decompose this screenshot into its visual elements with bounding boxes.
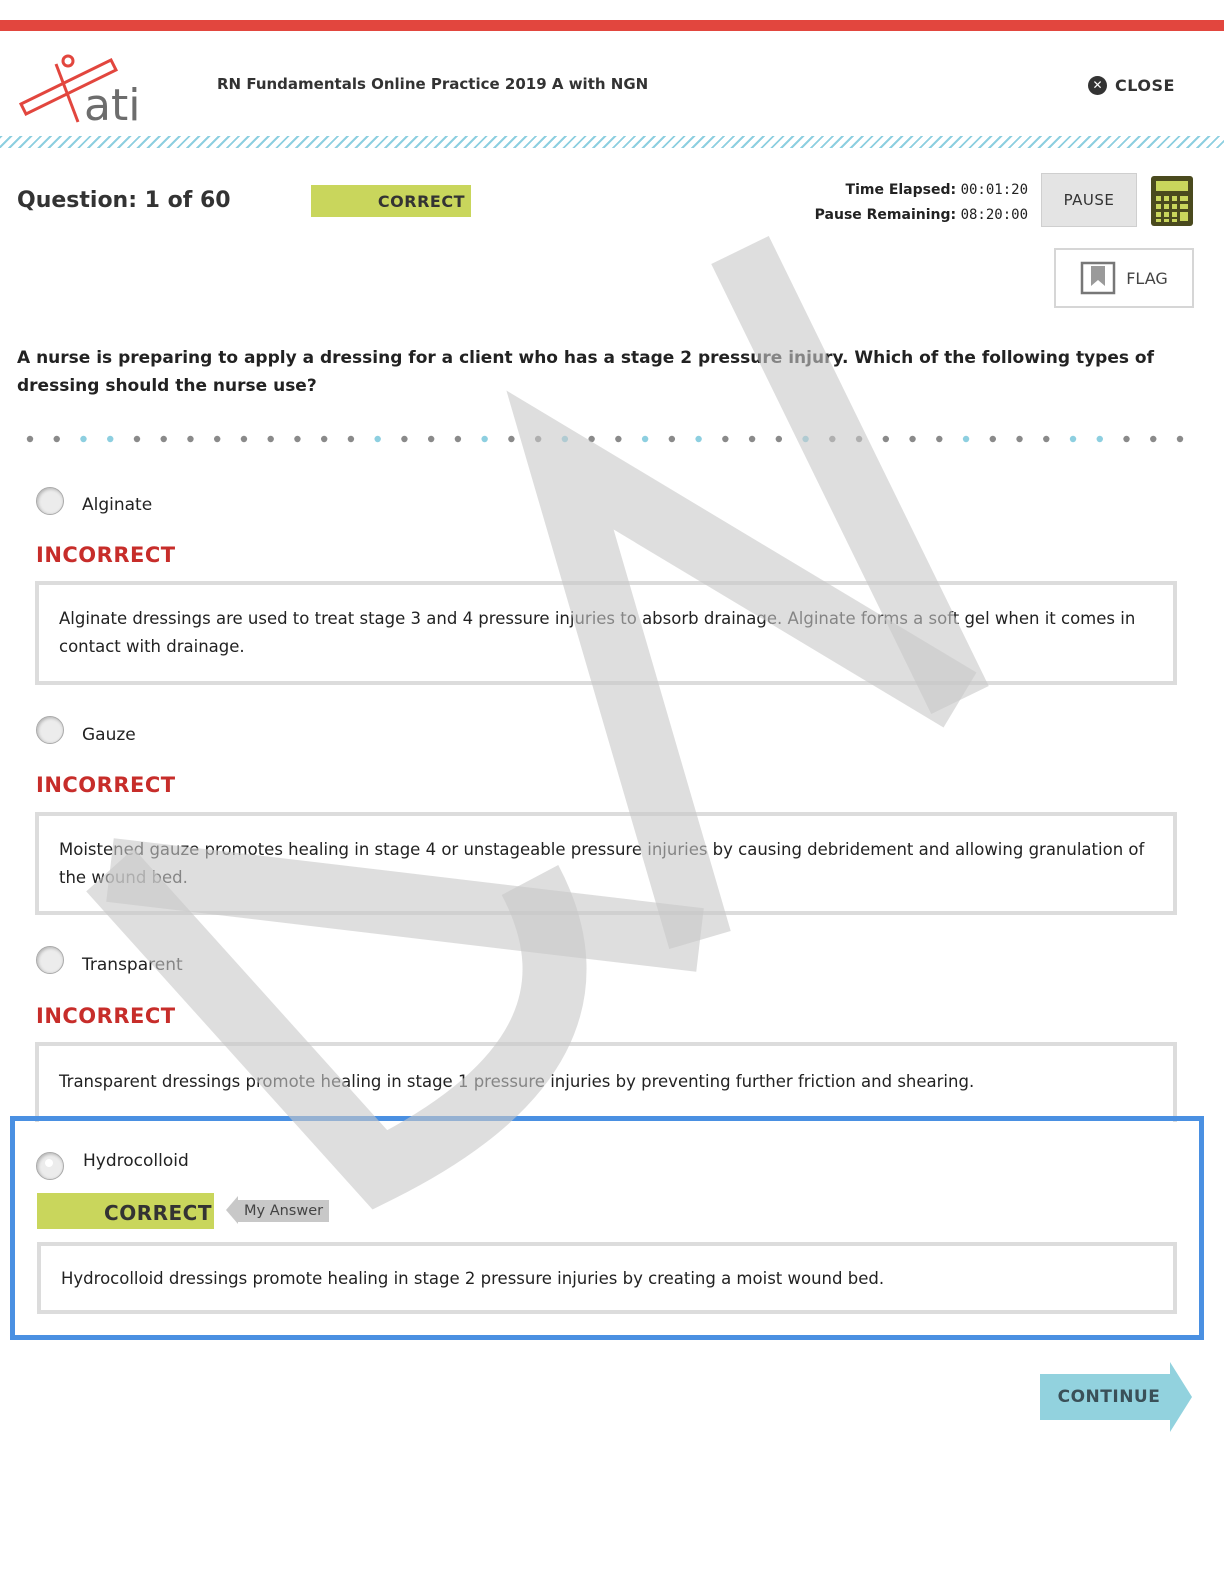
question-counter: Question: 1 of 60	[17, 188, 231, 213]
divider-dot	[1177, 436, 1183, 442]
divider-dot	[776, 436, 782, 442]
divider-dot	[1123, 436, 1129, 442]
option-radio-alginate[interactable]	[36, 487, 64, 515]
option-result-label-hydrocolloid: CORRECT	[104, 1201, 212, 1225]
divider-dot	[267, 436, 273, 442]
divider-dot	[374, 436, 380, 442]
divider-dot	[909, 436, 915, 442]
divider-dot	[1043, 436, 1049, 442]
result-badge-label: CORRECT	[377, 192, 465, 211]
arrow-left-icon	[226, 1196, 238, 1224]
option-result-gauze: INCORRECT	[36, 773, 176, 797]
logo-wordmark: ati	[84, 80, 141, 124]
flag-button[interactable]	[1054, 248, 1194, 308]
option-radio-transparent[interactable]	[36, 946, 64, 974]
divider-dot	[214, 436, 220, 442]
divider-dot	[134, 436, 140, 442]
divider-dot	[588, 436, 594, 442]
result-badge	[311, 185, 471, 217]
divider-dot	[161, 436, 167, 442]
divider-dot	[401, 436, 407, 442]
divider-dot	[1150, 436, 1156, 442]
my-answer-label: My Answer	[238, 1200, 329, 1222]
timer-panel	[780, 178, 1028, 228]
pause-button[interactable]: PAUSE	[1041, 173, 1137, 227]
divider-dot	[428, 436, 434, 442]
divider-dot	[829, 436, 835, 442]
close-label: CLOSE	[1115, 76, 1175, 95]
pause-remaining-value: 08:20:00	[960, 207, 1028, 223]
option-result-transparent: INCORRECT	[36, 1004, 176, 1028]
continue-label: CONTINUE	[1057, 1387, 1161, 1407]
option-label-transparent: Transparent	[82, 955, 183, 975]
divider-dot	[481, 436, 487, 442]
divider-dot	[294, 436, 300, 442]
divider-dot	[615, 436, 621, 442]
dotted-divider	[24, 432, 1186, 446]
flag-label: FLAG	[1126, 268, 1168, 288]
continue-button[interactable]	[1040, 1362, 1192, 1432]
top-accent-bar	[0, 20, 1224, 31]
time-elapsed-value: 00:01:20	[960, 182, 1028, 198]
pause-remaining-label: Pause Remaining:	[814, 207, 957, 223]
option-result-alginate: INCORRECT	[36, 543, 176, 567]
divider-dot	[856, 436, 862, 442]
divider-dot	[241, 436, 247, 442]
divider-dot	[321, 436, 327, 442]
divider-dot	[535, 436, 541, 442]
rationale-alginate: Alginate dressings are used to treat stage 3 and 4 pressure injuries to absorb drainage. Alginate forms a soft gel when it comes in contact with drainage.	[35, 581, 1177, 685]
ati-logo	[16, 52, 156, 124]
divider-dot	[187, 436, 193, 442]
option-result-hydrocolloid	[37, 1193, 214, 1229]
option-label-gauze: Gauze	[82, 725, 136, 745]
option-radio-gauze[interactable]	[36, 716, 64, 744]
divider-dot	[990, 436, 996, 442]
divider-dot	[1016, 436, 1022, 442]
close-button[interactable]	[1088, 76, 1175, 95]
close-icon: ✕	[1088, 76, 1107, 95]
divider-dot	[80, 436, 86, 442]
divider-dot	[963, 436, 969, 442]
divider-dot	[508, 436, 514, 442]
rationale-transparent: Transparent dressings promote healing in stage 1 pressure injuries by preventing further friction and shearing.	[35, 1042, 1177, 1122]
question-text: A nurse is preparing to apply a dressing for a client who has a stage 2 pressure injury. Which of the following types of dressing should the nurse use?	[17, 348, 1154, 396]
app-title: RN Fundamentals Online Practice 2019 A with NGN	[217, 75, 649, 93]
divider-dot	[749, 436, 755, 442]
divider-dot	[936, 436, 942, 442]
divider-dot	[883, 436, 889, 442]
option-label-alginate: Alginate	[82, 495, 153, 515]
divider-dot	[455, 436, 461, 442]
rationale-gauze: Moistened gauze promotes healing in stage 4 or unstageable pressure injuries by causing debridement and allowing granulation of the wound bed.	[35, 812, 1177, 915]
divider-dot	[1070, 436, 1076, 442]
divider-dot	[642, 436, 648, 442]
rationale-hydrocolloid: Hydrocolloid dressings promote healing in stage 2 pressure injuries by creating a moist wound bed.	[37, 1242, 1177, 1314]
option-radio-hydrocolloid[interactable]	[36, 1152, 64, 1180]
divider-dot	[348, 436, 354, 442]
divider-dot	[107, 436, 113, 442]
divider-dot	[669, 436, 675, 442]
option-label-hydrocolloid: Hydrocolloid	[83, 1151, 189, 1171]
divider-dot	[722, 436, 728, 442]
time-elapsed-label: Time Elapsed:	[845, 182, 957, 198]
header-divider	[0, 136, 1224, 148]
divider-dot	[802, 436, 808, 442]
divider-dot	[695, 436, 701, 442]
divider-dot	[54, 436, 60, 442]
divider-dot	[562, 436, 568, 442]
divider-dot	[1097, 436, 1103, 442]
radio-selected-dot	[45, 1159, 53, 1167]
divider-dot	[27, 436, 33, 442]
calculator-icon[interactable]	[1150, 175, 1194, 227]
bookmark-icon	[1080, 261, 1116, 295]
